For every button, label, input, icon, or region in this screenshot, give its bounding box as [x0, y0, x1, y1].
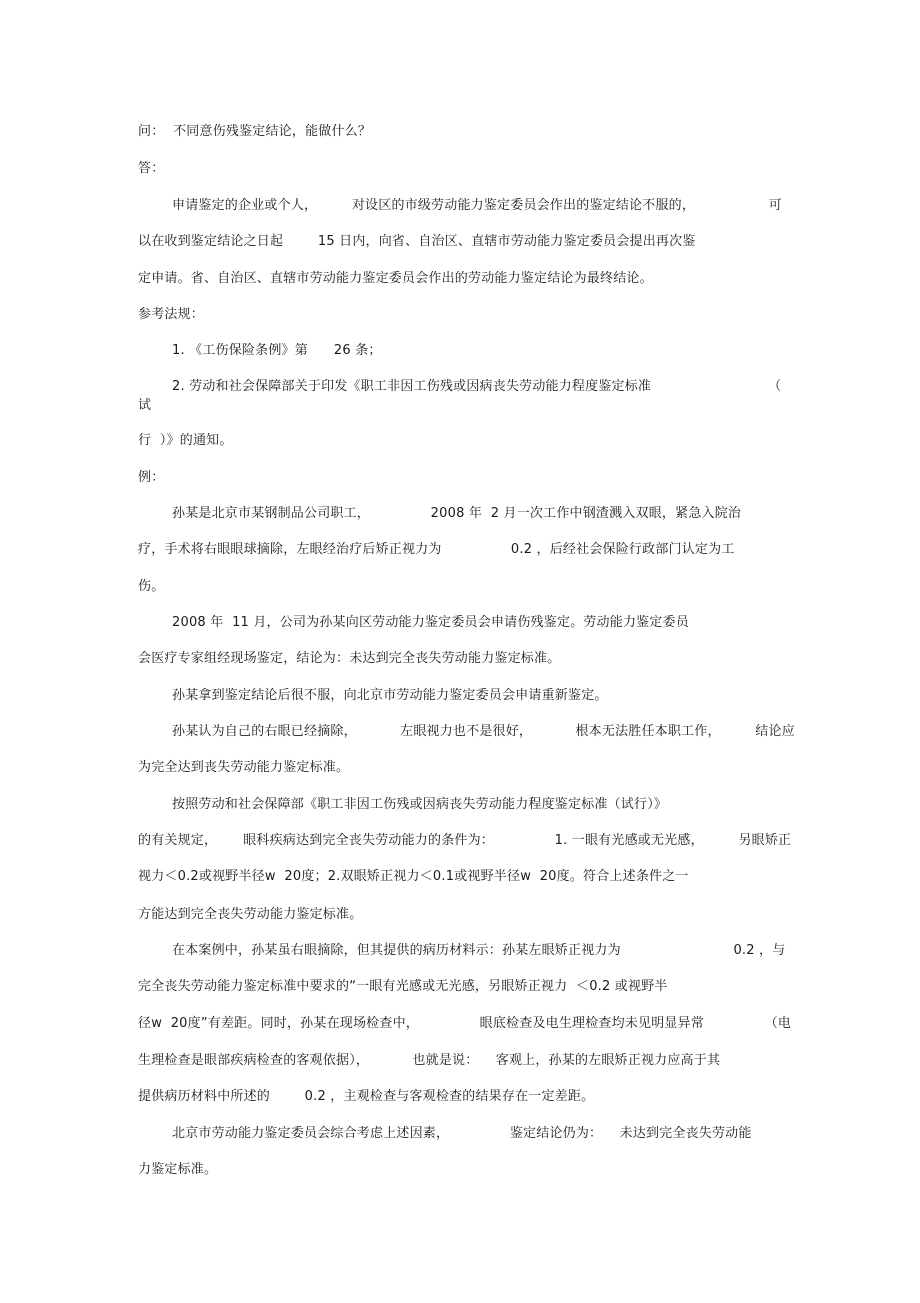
answer-paragraph-line: 以在收到鉴定结论之日起 15 日内，向省、自治区、直辖市劳动能力鉴定委员会提出再次鉴 — [138, 234, 696, 249]
answer-label: 答： — [138, 161, 165, 176]
case-line: 2008 年 11 月，公司为孙某向区劳动能力鉴定委员会申请伤残鉴定。劳动能力鉴定委员 — [172, 615, 689, 630]
case-line: 视力＜0.2或视野半径w 20度；2.双眼矫正视力＜0.1或视野半径w 20度。符合上述条件之一 — [138, 869, 689, 884]
answer-paragraph-line: 申请鉴定的企业或个人， 对设区的市级劳动能力鉴定委员会作出的鉴定结论不服的， 可 — [172, 198, 782, 213]
reference-item: 2. 劳动和社会保障部关于印发《职工非因工伤残或因病丧失劳动能力程度鉴定标准 （ — [172, 379, 782, 394]
case-line: 完全丧失劳动能力鉴定标准中要求的“一眼有光感或无光感，另眼矫正视力 ＜0.2 或视野半 — [138, 979, 668, 994]
case-line: 方能达到完全丧失劳动能力鉴定标准。 — [138, 907, 363, 922]
question-line: 问： 不同意伤残鉴定结论，能做什么？ — [138, 124, 372, 139]
case-line: 提供病历材料中所述的 0.2 ，主观检查与客观检查的结果存在一定差距。 — [138, 1089, 595, 1104]
case-line: 北京市劳动能力鉴定委员会综合考虑上述因素， 鉴定结论仍为： 未达到完全丧失劳动能 — [172, 1126, 752, 1141]
case-line: 孙某拿到鉴定结论后很不服，向北京市劳动能力鉴定委员会申请重新鉴定。 — [172, 688, 608, 703]
reference-item: 1. 《工伤保险条例》第 26 条； — [172, 343, 382, 358]
case-line: 伤。 — [138, 579, 165, 594]
case-line: 按照劳动和社会保障部《职工非因工伤残或因病丧失劳动能力程度鉴定标准（试行）》 — [172, 797, 668, 812]
case-line: 疗，手术将右眼眼球摘除，左眼经治疗后矫正视力为 0.2 ，后经社会保险行政部门认定为工 — [138, 542, 735, 557]
case-line: 径w 20度”有差距。同时，孙某在现场检查中， 眼底检查及电生理检查均未见明显异常 （电 — [138, 1016, 792, 1031]
answer-paragraph-line: 定申请。省、自治区、直辖市劳动能力鉴定委员会作出的劳动能力鉴定结论为最终结论。 — [138, 271, 653, 286]
case-line: 会医疗专家组经现场鉴定，结论为：未达到完全丧失劳动能力鉴定标准。 — [138, 651, 561, 666]
example-label: 例： — [138, 470, 165, 485]
case-line: 的有关规定， 眼科疾病达到完全丧失劳动能力的条件为： 1. 一眼有光感或无光感， 另眼矫正 — [138, 833, 792, 848]
case-line: 孙某认为自己的右眼已经摘除， 左眼视力也不是很好， 根本无法胜任本职工作， 结论应 — [172, 724, 795, 739]
case-line: 孙某是北京市某钢制品公司职工， 2008 年 2 月一次工作中钢渣溅入双眼，紧急入院治 — [172, 506, 742, 521]
reference-item-wrap: 试 — [138, 398, 152, 413]
case-line: 为完全达到丧失劳动能力鉴定标准。 — [138, 760, 350, 775]
reference-item-wrap: 行 ）》的通知。 — [138, 433, 233, 448]
case-line: 力鉴定标准。 — [138, 1162, 218, 1177]
case-line: 在本案例中，孙某虽右眼摘除，但其提供的病历材料示：孙某左眼矫正视力为 0.2 ，与 — [172, 943, 786, 958]
case-line: 生理检查是眼部疾病检查的客观依据）， 也就是说： 客观上，孙某的左眼矫正视力应高于其 — [138, 1053, 721, 1068]
references-label: 参考法规： — [138, 307, 205, 322]
